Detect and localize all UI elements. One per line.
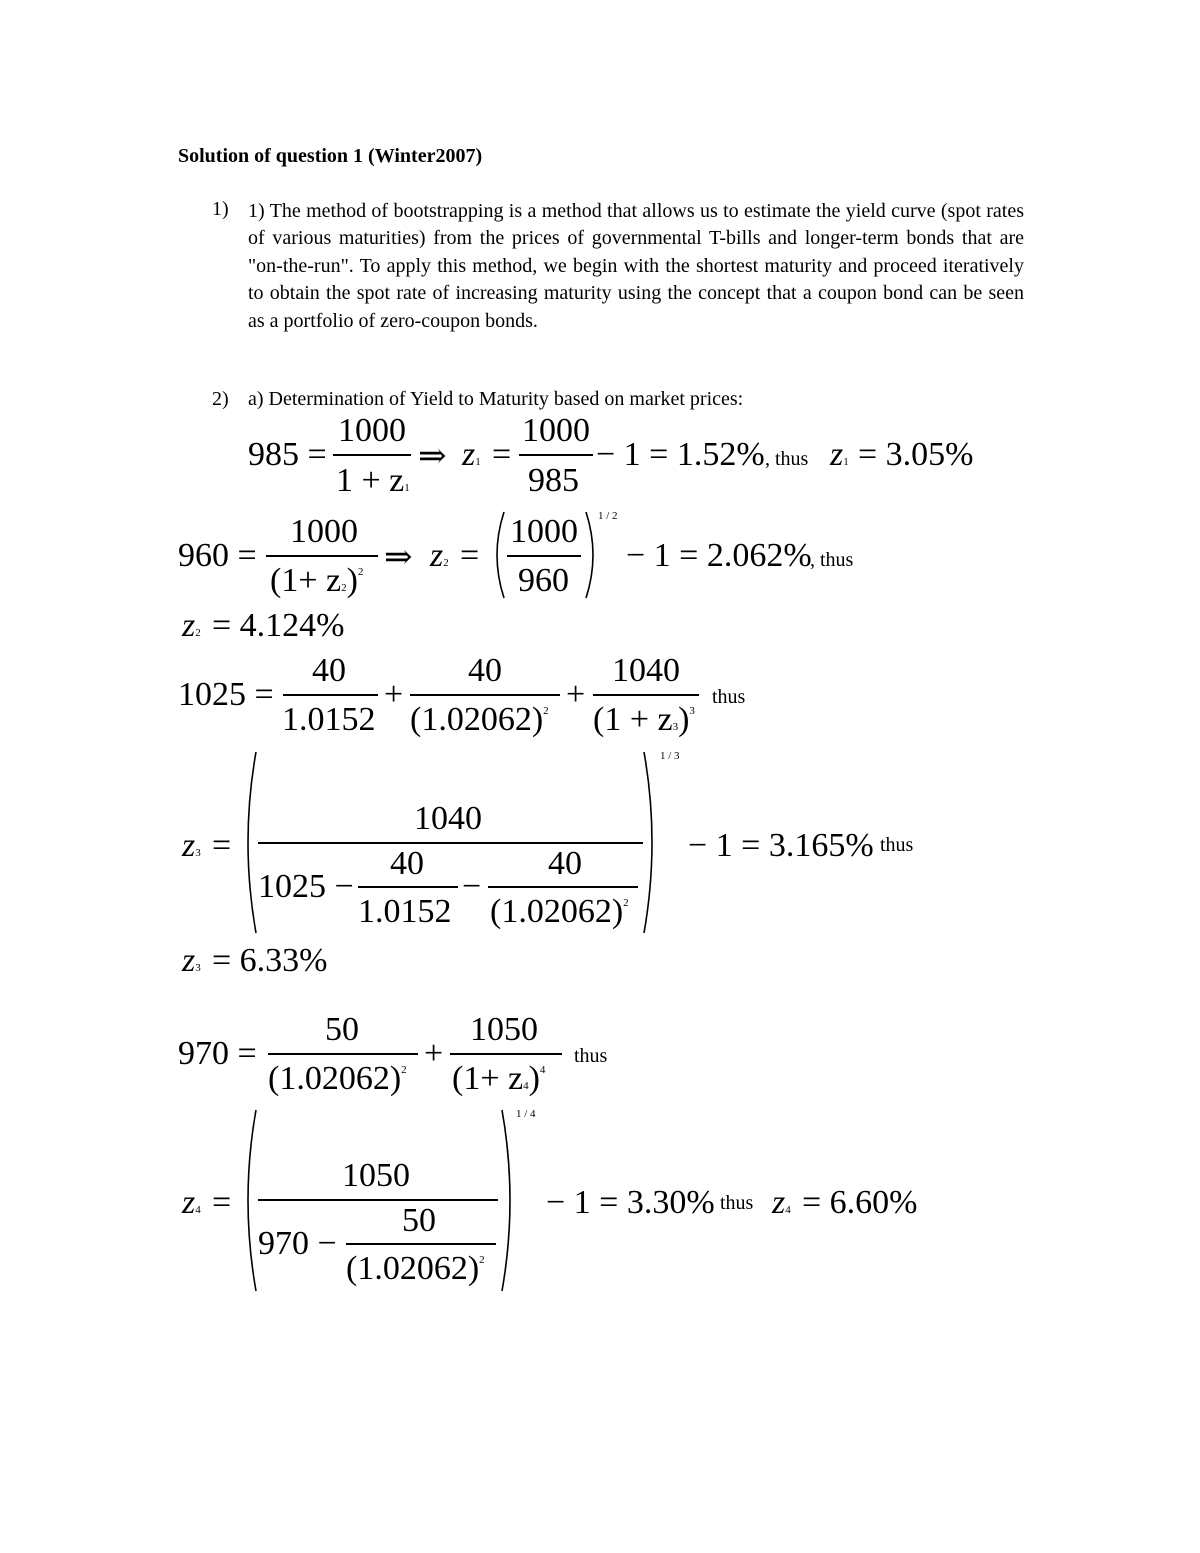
- item-2-number: 2): [212, 388, 229, 410]
- eq4-n1: 50: [325, 1011, 359, 1048]
- eq3-big-numerator: 1040: [414, 800, 482, 837]
- eq4-d1: $(1.02062)^2$: [268, 1060, 407, 1097]
- eq1-denominator: 1 + z1: [336, 462, 410, 499]
- eq2-thus: , thus: [810, 549, 854, 571]
- eq3-left-paren: [238, 750, 260, 935]
- eq4-rest: − 1 = 3.30%: [546, 1184, 715, 1221]
- eq2-line2-result: = 4.124%: [212, 607, 345, 644]
- eq3-minus: −: [462, 868, 482, 905]
- eq3-thus-1: thus: [712, 686, 746, 708]
- eq3-plus-1: +: [384, 676, 404, 713]
- eq4-d2: $(1+ z4)^4$: [452, 1060, 546, 1097]
- eq3-n1: 40: [312, 652, 346, 689]
- eq3-n2: 40: [468, 652, 502, 689]
- eq3-f2n: 40: [548, 845, 582, 882]
- eq4-thus-1: thus: [574, 1045, 608, 1067]
- eq2-rest: − 1 = 2.062%: [626, 537, 812, 574]
- eq2-inner-denominator: 960: [518, 562, 569, 599]
- eq1-result: = 3.05%: [858, 436, 974, 473]
- eq3-d1: 1.0152: [282, 701, 376, 738]
- eq4-lead: 970 −: [258, 1225, 337, 1262]
- eq1-denominator-2: 985: [528, 462, 579, 499]
- item-1-text: 1) The method of bootstrapping is a method that allows us to estimate the yield curve (spot rates of various maturities) from the prices of governmental T-bills and longer-term bonds that are "on-the-run". To apply this method, we begin with the shortest maturity and proceed iteratively to obtain the spot rate of increasing maturity using the concept that a coupon bond can be seen as a portfolio of zero-coupon bonds.: [248, 200, 1024, 332]
- eq3-d2: $(1.02062)^2$: [410, 701, 549, 738]
- eq3-line-result: = 6.33%: [212, 942, 328, 979]
- eq4-big-numerator: 1050: [342, 1157, 410, 1194]
- eq4-equals: =: [212, 1184, 232, 1221]
- eq2-numerator: 1000: [290, 513, 358, 550]
- eq1-implies: ⇒: [418, 438, 447, 475]
- eq4-n2: 1050: [470, 1011, 538, 1048]
- eq1-result-z: z1: [830, 436, 849, 473]
- eq2-line2-z: z2: [182, 607, 201, 644]
- eq3-exponent: 1 / 3: [660, 750, 680, 762]
- eq3-plus-2: +: [566, 676, 586, 713]
- eq3-f1n: 40: [390, 845, 424, 882]
- eq3-right-paren: [640, 750, 662, 935]
- eq2-left-paren: [488, 510, 508, 600]
- eq1-lhs: 985 =: [248, 436, 327, 473]
- eq4-plus: +: [424, 1035, 444, 1072]
- eq2-inner-numerator: 1000: [510, 513, 578, 550]
- eq4-fn: 50: [402, 1202, 436, 1239]
- eq3-lead: 1025 −: [258, 868, 354, 905]
- eq3-f2d: $(1.02062)^2$: [490, 893, 629, 930]
- eq3-d3: $(1 + z3)^3$: [593, 701, 695, 738]
- eq4-right-paren: [498, 1108, 520, 1293]
- eq1-numerator-2: 1000: [522, 412, 590, 449]
- eq1-equals: =: [492, 436, 512, 473]
- item-1-number: 1): [212, 198, 229, 220]
- eq3-z3: z3: [182, 827, 201, 864]
- eq4-lhs: 970 =: [178, 1035, 257, 1072]
- eq4-left-paren: [238, 1108, 260, 1293]
- eq4-z4: z4: [182, 1184, 201, 1221]
- eq3-rest: − 1 = 3.165%: [688, 827, 874, 864]
- eq2-denominator: $(1+ z2)^2$: [270, 562, 364, 599]
- eq3-f1d: 1.0152: [358, 893, 452, 930]
- eq3-equals: =: [212, 827, 232, 864]
- eq3-lhs: 1025 =: [178, 676, 274, 713]
- eq2-lhs: 960 =: [178, 537, 257, 574]
- item-2-text: a) Determination of Yield to Maturity based on market prices:: [248, 388, 744, 410]
- eq4-result: = 6.60%: [802, 1184, 918, 1221]
- eq1-rest: − 1 = 1.52%: [596, 436, 765, 473]
- eq1-numerator: 1000: [338, 412, 406, 449]
- eq3-thus-2: thus: [880, 834, 914, 856]
- eq2-z2: z2: [430, 537, 449, 574]
- page-title: Solution of question 1 (Winter2007): [178, 145, 483, 167]
- eq2-exponent: 1 / 2: [598, 510, 618, 522]
- eq4-exponent: 1 / 4: [516, 1108, 536, 1120]
- eq2-right-paren: [582, 510, 602, 600]
- eq2-implies: ⇒: [384, 539, 413, 576]
- eq4-result-z: z4: [772, 1184, 791, 1221]
- eq3-n3: 1040: [612, 652, 680, 689]
- eq2-equals: =: [460, 537, 480, 574]
- eq1-thus: , thus: [765, 448, 809, 470]
- eq4-thus-2: thus: [720, 1192, 754, 1214]
- eq4-fd: $(1.02062)^2$: [346, 1250, 485, 1287]
- eq3-line-z: z3: [182, 942, 201, 979]
- eq1-z1: z1: [462, 436, 481, 473]
